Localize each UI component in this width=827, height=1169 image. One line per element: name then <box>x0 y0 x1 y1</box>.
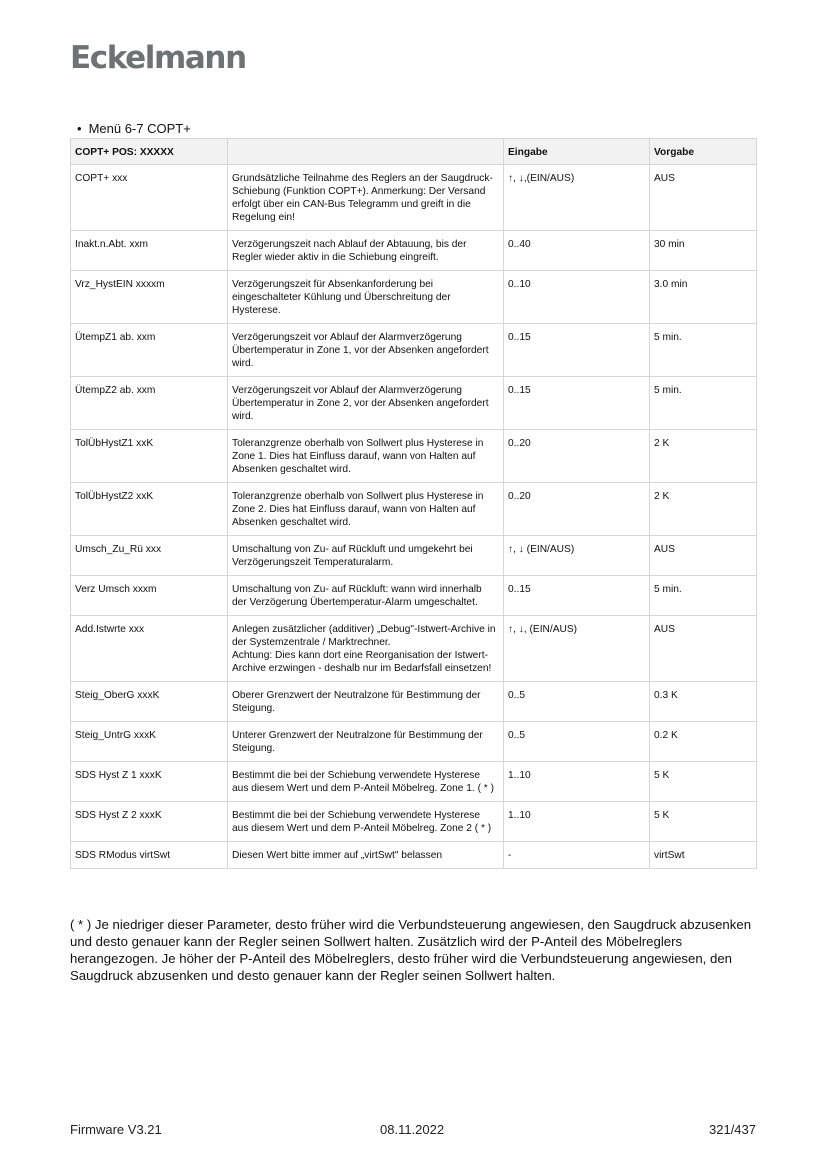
param-description <box>228 231 504 271</box>
param-default: 5 K <box>650 762 757 802</box>
param-input-range: 0..15 <box>504 576 650 616</box>
description-line: Verzögerungszeit für Absenkanforderung bei eingeschalteter Kühlung und Überschreitung der Hysterese. <box>232 279 451 316</box>
table-row <box>71 842 757 869</box>
table-row <box>71 762 757 802</box>
param-name: Inakt.n.Abt. xxm <box>71 231 228 271</box>
param-default: 0.3 K <box>650 682 757 722</box>
param-default: 30 min <box>650 231 757 271</box>
param-input-range: 1..10 <box>504 802 650 842</box>
param-default: AUS <box>650 536 757 576</box>
table-header-row <box>71 139 757 165</box>
description-line: Verzögerungszeit nach Ablauf der Abtauung, bis der Regler wieder aktiv in die Schiebung eingreift. <box>232 239 467 263</box>
param-name: Umsch_Zu_Rü xxx <box>71 536 228 576</box>
param-name: TolÜbHystZ2 xxK <box>71 483 228 536</box>
param-name: SDS RModus virtSwt <box>71 842 228 869</box>
param-input-range: - <box>504 842 650 869</box>
param-input-range: ↑, ↓, (EIN/AUS) <box>504 616 650 682</box>
param-name: Verz Umsch xxxm <box>71 576 228 616</box>
table-row <box>71 271 757 324</box>
param-default: AUS <box>650 165 757 231</box>
param-input-range: ↑, ↓ (EIN/AUS) <box>504 536 650 576</box>
description-line: Toleranzgrenze oberhalb von Sollwert plus Hysterese in Zone 1. Dies hat Einfluss darauf, wann von Halten auf Absenken geschaltet wird. <box>232 438 484 475</box>
footer-firmware: Firmware V3.21 <box>70 1122 162 1137</box>
table-row <box>71 377 757 430</box>
description-line: Achtung: Dies kann dort eine Reorganisation der Istwert-Archive erzwingen - deshalb nur im Bedarfsfall einsetzen! <box>232 650 492 674</box>
param-description <box>228 762 504 802</box>
param-description <box>228 722 504 762</box>
description-line: Umschaltung von Zu- auf Rückluft: wann wird innerhalb der Verzögerung Übertemperatur-Alarm umgeschaltet. <box>232 584 482 608</box>
param-name: ÜtempZ2 ab. xxm <box>71 377 228 430</box>
param-description <box>228 842 504 869</box>
param-default: 5 min. <box>650 377 757 430</box>
header-description <box>228 139 504 165</box>
description-line: Verzögerungszeit vor Ablauf der Alarmverzögerung Übertemperatur in Zone 1, vor der Absenken angefordert wird. <box>232 332 489 369</box>
param-input-range: 0..40 <box>504 231 650 271</box>
footnote: ( * ) Je niedriger dieser Parameter, desto früher wird die Verbundsteuerung angewiesen, den Saugdruck abzusenken und desto genauer kann der Regler seinen Sollwert halten. Zusätzlich wird der P-Anteil des Möbelreglers herangezogen. Je höher der P-Anteil des Möbelreglers, desto früher wird die Verbundsteuerung angewiesen, den Saugdruck abzusenken und desto genauer kann der Regler seinen Sollwert halten. <box>70 917 752 983</box>
param-input-range: ↑, ↓,(EIN/AUS) <box>504 165 650 231</box>
description-line: Toleranzgrenze oberhalb von Sollwert plus Hysterese in Zone 2. Dies hat Einfluss darauf, wann von Halten auf Absenken geschaltet wird. <box>232 491 484 528</box>
param-name: SDS Hyst Z 2 xxxK <box>71 802 228 842</box>
section-heading <box>77 121 191 136</box>
param-name: TolÜbHystZ1 xxK <box>71 430 228 483</box>
param-description <box>228 165 504 231</box>
description-line: Bestimmt die bei der Schiebung verwendete Hysterese aus diesem Wert und dem P-Anteil Möbelreg. Zone 1. ( * ) <box>232 770 494 794</box>
description-line: Verzögerungszeit vor Ablauf der Alarmverzögerung Übertemperatur in Zone 2, vor der Absenken angefordert wird. <box>232 385 489 422</box>
bullet: • <box>77 121 82 136</box>
param-description <box>228 536 504 576</box>
description-line: Oberer Grenzwert der Neutralzone für Bestimmung der Steigung. <box>232 690 481 714</box>
description-line: Diesen Wert bitte immer auf „virtSwt" belassen <box>232 850 443 861</box>
param-input-range: 0..5 <box>504 682 650 722</box>
param-input-range: 0..20 <box>504 483 650 536</box>
table-row <box>71 324 757 377</box>
param-description <box>228 682 504 722</box>
parameter-table <box>70 138 757 869</box>
table-row <box>71 576 757 616</box>
param-input-range: 0..10 <box>504 271 650 324</box>
param-default: 0.2 K <box>650 722 757 762</box>
table-row <box>71 616 757 682</box>
param-description <box>228 324 504 377</box>
param-description <box>228 377 504 430</box>
param-default: 5 K <box>650 802 757 842</box>
table-row <box>71 536 757 576</box>
param-name: ÜtempZ1 ab. xxm <box>71 324 228 377</box>
param-description <box>228 430 504 483</box>
footer-date: 08.11.2022 <box>380 1122 445 1137</box>
param-input-range: 1..10 <box>504 762 650 802</box>
table-row <box>71 682 757 722</box>
header-position: COPT+ POS: XXXXX <box>71 139 228 165</box>
param-input-range: 0..20 <box>504 430 650 483</box>
table-row <box>71 165 757 231</box>
param-input-range: 0..5 <box>504 722 650 762</box>
brand-logo: Eckelmann <box>70 40 246 76</box>
param-description <box>228 616 504 682</box>
param-name: Steig_UntrG xxxK <box>71 722 228 762</box>
header-input: Eingabe <box>504 139 650 165</box>
section-title: Menü 6-7 COPT+ <box>88 121 191 136</box>
param-name: Vrz_HystEIN xxxxm <box>71 271 228 324</box>
param-name: SDS Hyst Z 1 xxxK <box>71 762 228 802</box>
param-input-range: 0..15 <box>504 377 650 430</box>
param-name: COPT+ xxx <box>71 165 228 231</box>
param-description <box>228 271 504 324</box>
table-row <box>71 483 757 536</box>
param-name: Add.Istwrte xxx <box>71 616 228 682</box>
param-description <box>228 576 504 616</box>
param-name: Steig_OberG xxxK <box>71 682 228 722</box>
description-line: Grundsätzliche Teilnahme des Reglers an der Saugdruck-Schiebung (Funktion COPT+). Anmerkung: Der Versand erfolgt über ein CAN-Bus Telegramm und greift in die Regelung ein! <box>232 173 493 223</box>
param-input-range: 0..15 <box>504 324 650 377</box>
param-default: 5 min. <box>650 576 757 616</box>
header-default: Vorgabe <box>650 139 757 165</box>
param-default: 2 K <box>650 483 757 536</box>
description-line: Unterer Grenzwert der Neutralzone für Bestimmung der Steigung. <box>232 730 483 754</box>
description-line: Umschaltung von Zu- auf Rückluft und umgekehrt bei Verzögerungszeit Temperaturalarm. <box>232 544 473 568</box>
param-description <box>228 802 504 842</box>
param-description <box>228 483 504 536</box>
param-default: 5 min. <box>650 324 757 377</box>
param-default: 3.0 min <box>650 271 757 324</box>
footer-page-number: 321/437 <box>709 1122 756 1137</box>
table-row <box>71 802 757 842</box>
table-row <box>71 722 757 762</box>
param-default: virtSwt <box>650 842 757 869</box>
param-default: AUS <box>650 616 757 682</box>
param-default: 2 K <box>650 430 757 483</box>
description-line: Anlegen zusätzlicher (additiver) „Debug"-Istwert-Archive in der Systemzentrale / Marktrechner. <box>232 624 496 648</box>
table-row <box>71 430 757 483</box>
table-row <box>71 231 757 271</box>
description-line: Bestimmt die bei der Schiebung verwendete Hysterese aus diesem Wert und dem P-Anteil Möbelreg. Zone 2 ( * ) <box>232 810 492 834</box>
